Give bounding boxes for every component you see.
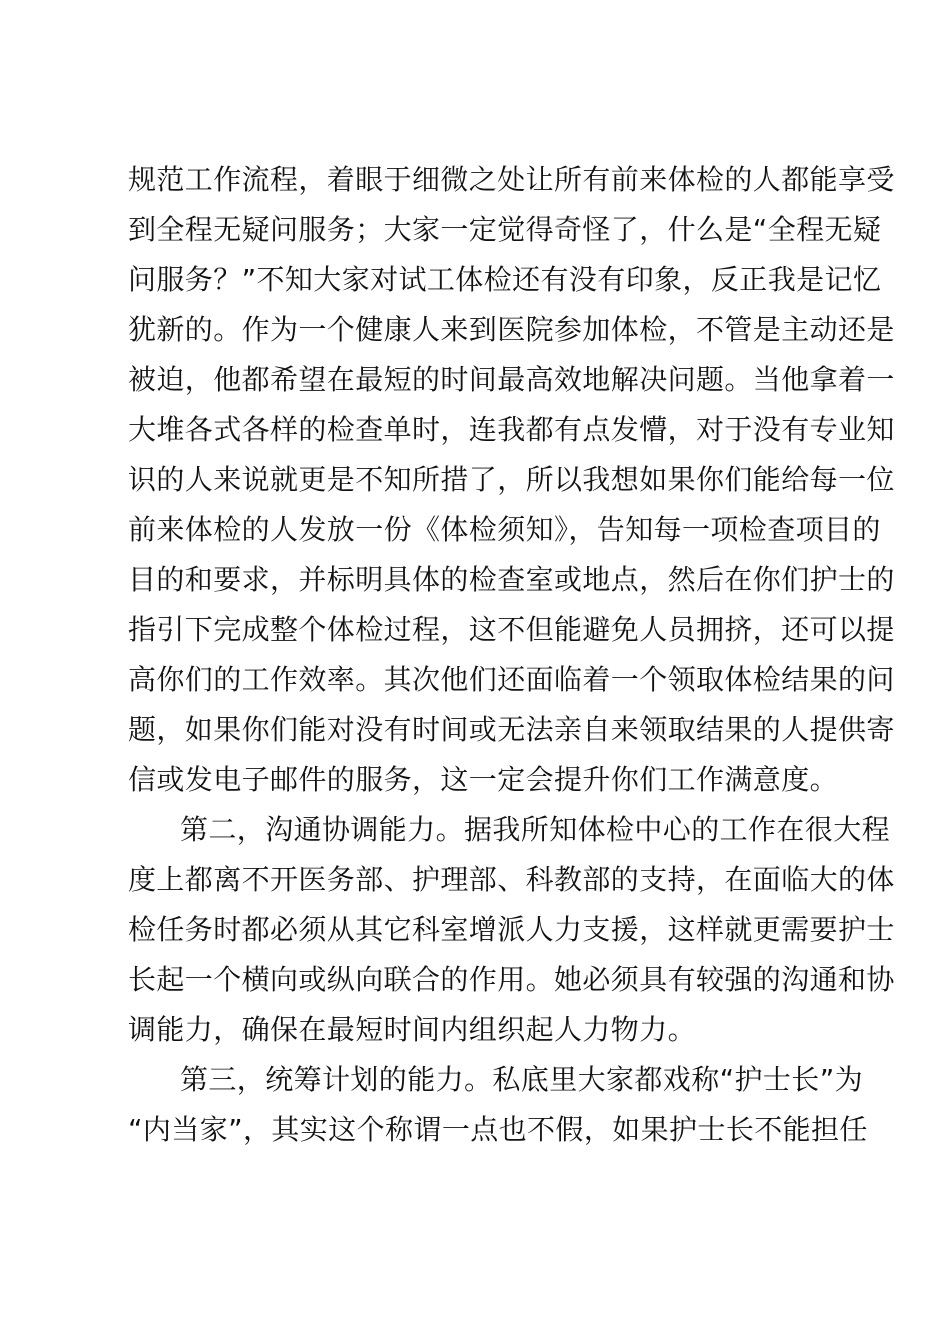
paragraph-1-line-5: 被迫，他都希望在最短的时间最高效地解决问题。当他拿着一 bbox=[128, 363, 895, 396]
paragraph-1-line-7: 识的人来说就更是不知所措了，所以我想如果你们能给每一位 bbox=[128, 463, 895, 496]
paragraph-2-line-3: 检任务时都必须从其它科室增派人力支援，这样就更需要护士 bbox=[128, 913, 895, 946]
paragraph-2-line-1: 第二，沟通协调能力。据我所知体检中心的工作在很大程 bbox=[180, 813, 891, 846]
paragraph-1-line-13: 信或发电子邮件的服务，这一定会提升你们工作满意度。 bbox=[128, 763, 839, 796]
paragraph-2-line-2: 度上都离不开医务部、护理部、科教部的支持，在面临大的体 bbox=[128, 863, 895, 896]
paragraph-1-line-6: 大堆各式各样的检查单时，连我都有点发懵，对于没有专业知 bbox=[128, 413, 895, 446]
paragraph-1-line-10: 指引下完成整个体检过程，这不但能避免人员拥挤，还可以提 bbox=[128, 613, 895, 646]
paragraph-1-line-8: 前来体检的人发放一份《体检须知》，告知每一项检查项目的 bbox=[128, 513, 881, 546]
paragraph-1-line-3: 问服务？”不知大家对试工体检还有没有印象，反正我是记忆 bbox=[128, 263, 882, 296]
paragraph-2-line-5: 调能力，确保在最短时间内组织起人力物力。 bbox=[128, 1013, 697, 1046]
paragraph-3-line-1: 第三，统筹计划的能力。私底里大家都戏称“护士长”为 bbox=[180, 1063, 864, 1096]
paragraph-1-line-4: 犹新的。作为一个健康人来到医院参加体检，不管是主动还是 bbox=[128, 313, 895, 346]
body-text bbox=[128, 155, 895, 1155]
paragraph-2-line-4: 长起一个横向或纵向联合的作用。她必须具有较强的沟通和协 bbox=[128, 963, 895, 996]
paragraph-1-line-11: 高你们的工作效率。其次他们还面临着一个领取体检结果的问 bbox=[128, 663, 895, 696]
paragraph-3-line-2: “内当家”，其实这个称谓一点也不假，如果护士长不能担任 bbox=[128, 1113, 868, 1146]
paragraph-1-line-1: 规范工作流程，着眼于细微之处让所有前来体检的人都能享受 bbox=[128, 163, 895, 196]
paragraph-1-line-12: 题，如果你们能对没有时间或无法亲自来领取结果的人提供寄 bbox=[128, 713, 895, 746]
paragraph-1-line-9: 目的和要求，并标明具体的检查室或地点，然后在你们护士的 bbox=[128, 563, 895, 596]
paragraph-1-line-2: 到全程无疑问服务；大家一定觉得奇怪了，什么是“全程无疑 bbox=[128, 213, 882, 246]
